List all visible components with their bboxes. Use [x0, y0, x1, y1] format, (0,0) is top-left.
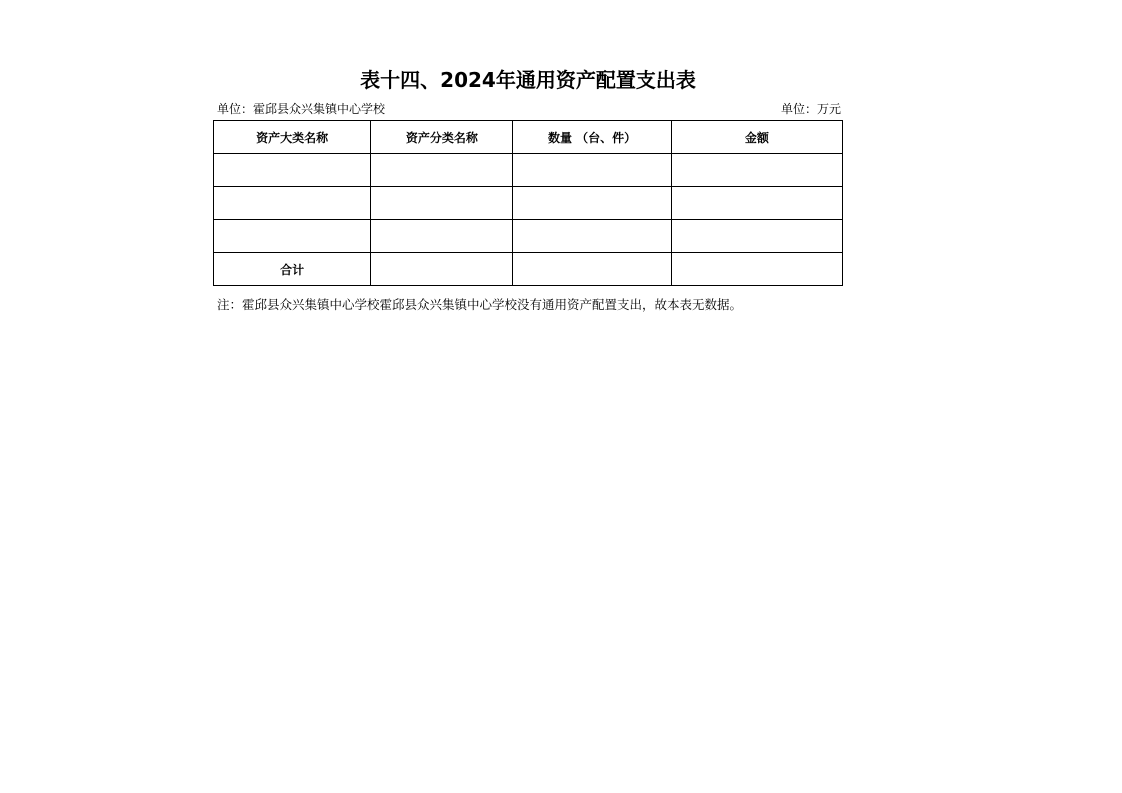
unit-organization: 单位：霍邱县众兴集镇中心学校 [217, 102, 386, 116]
table-total-row [214, 253, 843, 286]
asset-allocation-table [213, 120, 843, 286]
table-row [214, 187, 843, 220]
table-header-row [214, 121, 843, 154]
table-row [214, 154, 843, 187]
unit-currency: 单位：万元 [780, 102, 841, 116]
table-cell [513, 187, 671, 220]
table-cell [513, 253, 671, 286]
table-cell [671, 220, 842, 253]
table-cell [371, 253, 513, 286]
table-note: 注：霍邱县众兴集镇中心学校霍邱县众兴集镇中心学校没有通用资产配置支出，故本表无数据。 [217, 297, 743, 312]
header-quantity: 数量 （台、件） [513, 121, 671, 154]
header-asset-category: 资产大类名称 [214, 121, 371, 154]
table-cell [371, 187, 513, 220]
page-title: 表十四、2024年通用资产配置支出表 [360, 68, 696, 92]
table-cell [214, 220, 371, 253]
table-cell [214, 187, 371, 220]
table-cell [214, 154, 371, 187]
header-amount: 金额 [671, 121, 842, 154]
header-asset-subcategory: 资产分类名称 [371, 121, 513, 154]
table-cell [671, 253, 842, 286]
table-cell [671, 187, 842, 220]
table-cell [371, 154, 513, 187]
table-row [214, 220, 843, 253]
table-cell [371, 220, 513, 253]
total-label: 合计 [214, 253, 371, 286]
table-cell [513, 154, 671, 187]
table-cell [671, 154, 842, 187]
table-cell [513, 220, 671, 253]
